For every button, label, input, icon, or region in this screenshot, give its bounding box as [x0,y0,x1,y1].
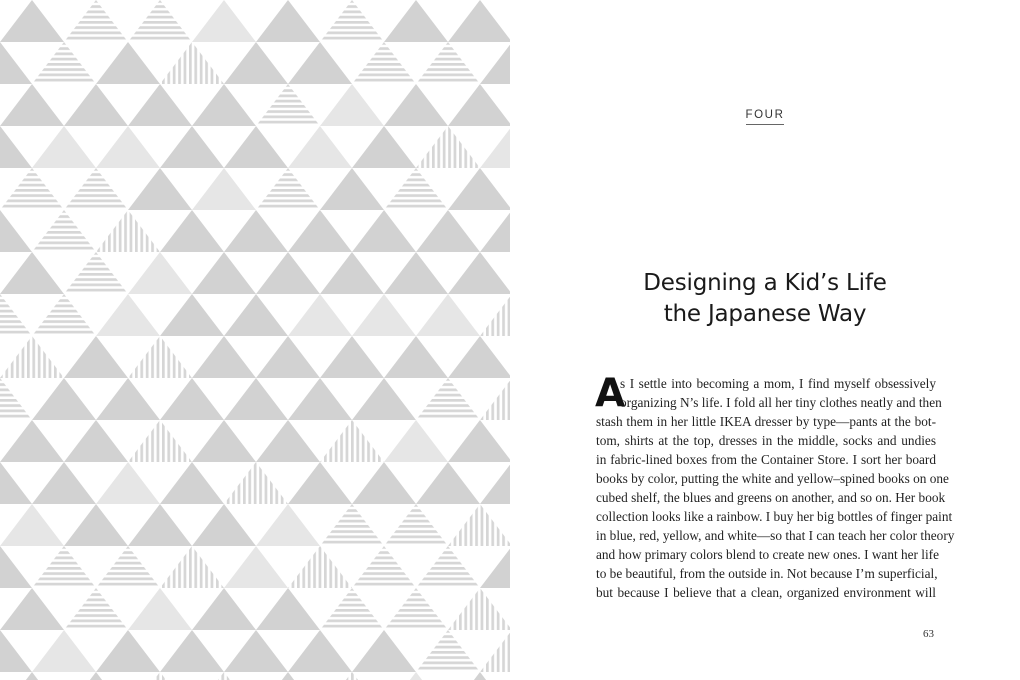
pattern-triangle [192,84,256,126]
pattern-triangle [320,336,384,378]
pattern-triangle [160,630,224,672]
body-line: books by color, putting the white and yellow–spined books on one [596,471,949,486]
pattern-triangle [0,336,64,378]
pattern-triangle [224,294,288,336]
pattern-triangle [32,462,96,504]
pattern-triangle [128,84,192,126]
pattern-triangle [256,336,320,378]
chapter-title-line-2: the Japanese Way [663,301,867,327]
pattern-triangle [192,336,256,378]
body-text [595,371,955,602]
body-line: but because I believe that a clean, organized environment will [596,585,936,600]
body-line: collection looks like a rainbow. I buy her big bottles of finger paint [596,509,953,524]
pattern-triangle [0,126,32,168]
pattern-triangle [128,588,192,630]
pattern-triangle [320,84,384,126]
pattern-triangle [320,168,384,210]
pattern-triangle [64,84,128,126]
chapter-title-line-1: Designing a Kid’s Life [643,270,887,296]
pattern-triangle [480,294,510,336]
pattern-triangle [416,210,480,252]
pattern-triangle [192,252,256,294]
body-line: stash them in her little IKEA dresser by type—pants at the bot- [596,414,936,429]
pattern-triangle [384,420,448,462]
pattern-triangle [288,126,352,168]
pattern-triangle [480,210,510,252]
pattern-triangle [224,210,288,252]
pattern-triangle [352,42,416,84]
pattern-triangle [96,378,160,420]
chapter-number: FOUR [746,109,785,125]
pattern-triangle [320,588,384,630]
pattern-triangle [256,252,320,294]
pattern-triangle [480,546,510,588]
pattern-triangle [192,420,256,462]
pattern-triangle [64,504,128,546]
pattern-triangle [96,210,160,252]
pattern-triangle [224,546,288,588]
pattern-triangle [480,462,510,504]
body-line: s I settle into becoming a mom, I find myself obsessively [620,376,936,391]
pattern-triangle [416,126,480,168]
pattern-triangle [448,336,510,378]
pattern-triangle [192,504,256,546]
pattern-triangle [32,630,96,672]
chapter-label [510,109,1020,125]
pattern-triangle [480,42,510,84]
pattern-triangle [192,588,256,630]
pattern-triangle [448,672,510,680]
pattern-triangle [128,168,192,210]
pattern-triangle [160,210,224,252]
body-line: and how primary colors blend to create new ones. I want her life [596,547,940,562]
pattern-triangle [224,630,288,672]
chapter-opening-page [510,0,1020,680]
pattern-triangle [96,462,160,504]
pattern-triangle [256,504,320,546]
pattern-triangle [256,168,320,210]
pattern-triangle [352,546,416,588]
pattern-triangle [192,672,256,680]
pattern-triangle [352,630,416,672]
pattern-triangle [0,42,32,84]
pattern-triangle [384,252,448,294]
pattern-triangle [0,546,32,588]
pattern-triangle [160,378,224,420]
pattern-triangle [480,378,510,420]
pattern-triangle [160,462,224,504]
pattern-triangle [0,588,64,630]
pattern-triangle [416,546,480,588]
pattern-triangle [256,0,320,42]
body-line: in blue, red, yellow, and white—so that I can teach her color theory [596,528,955,543]
body-line: tom, shirts at the top, dresses in the middle, socks and undies [596,433,936,448]
pattern-triangle [352,294,416,336]
pattern-triangle [128,672,192,680]
pattern-triangle [384,504,448,546]
pattern-triangle [128,504,192,546]
pattern-triangle [416,462,480,504]
pattern-triangle [224,462,288,504]
pattern-triangle [32,546,96,588]
pattern-triangle [64,420,128,462]
pattern-triangle [0,84,64,126]
pattern-triangle [96,546,160,588]
pattern-triangle [288,42,352,84]
pattern-triangle [320,252,384,294]
pattern-triangle [288,294,352,336]
pattern-triangle [256,672,320,680]
pattern-triangle [0,294,32,336]
pattern-triangle [288,630,352,672]
pattern-triangle [256,588,320,630]
pattern-triangle [64,168,128,210]
pattern-triangle [64,672,128,680]
pattern-triangle [0,168,64,210]
pattern-triangle [384,588,448,630]
pattern-triangle [32,378,96,420]
pattern-triangle [384,168,448,210]
pattern-triangle [160,42,224,84]
pattern-triangle [224,42,288,84]
pattern-triangle [352,378,416,420]
pattern-triangle [128,0,192,42]
pattern-triangle [96,42,160,84]
pattern-triangle [288,462,352,504]
pattern-triangle [352,462,416,504]
pattern-triangle [0,0,64,42]
body-line: in fabric-lined boxes from the Container Store. I sort her board [596,452,936,467]
pattern-triangle [320,504,384,546]
pattern-triangle [384,336,448,378]
pattern-triangle [32,294,96,336]
pattern-triangle [160,126,224,168]
pattern-triangle [288,210,352,252]
pattern-triangle [160,546,224,588]
pattern-triangle [384,672,448,680]
pattern-triangle [224,378,288,420]
pattern-triangle [416,42,480,84]
chapter-title [510,268,1020,330]
pattern-triangle [192,168,256,210]
pattern-triangle [320,0,384,42]
pattern-triangle [32,126,96,168]
pattern-triangle [320,420,384,462]
pattern-triangle [448,420,510,462]
pattern-triangle [96,126,160,168]
pattern-triangle [256,84,320,126]
page-number: 63 [923,628,934,640]
pattern-triangle [192,0,256,42]
body-line: cubed shelf, the blues and greens on another, and so on. Her book [596,490,946,505]
drop-cap: A [595,371,626,416]
pattern-triangle [0,252,64,294]
pattern-triangle [0,420,64,462]
pattern-triangle [32,42,96,84]
pattern-triangle [480,630,510,672]
pattern-triangle [352,126,416,168]
pattern-triangle [64,252,128,294]
pattern-triangle [448,252,510,294]
pattern-triangle [0,462,32,504]
pattern-triangle [256,420,320,462]
pattern-triangle [64,588,128,630]
pattern-triangle [0,630,32,672]
pattern-triangle [416,378,480,420]
pattern-triangle [384,84,448,126]
pattern-triangle [448,84,510,126]
pattern-triangle [160,294,224,336]
pattern-triangle [0,378,32,420]
pattern-triangle [96,630,160,672]
pattern-triangle [288,546,352,588]
pattern-triangle [64,0,128,42]
pattern-triangle [32,210,96,252]
pattern-triangle [0,504,64,546]
pattern-triangle [320,672,384,680]
pattern-triangle [448,504,510,546]
pattern-triangle [416,630,480,672]
body-line: organizing N’s life. I fold all her tiny clothes neatly and then [620,395,942,410]
pattern-triangle [128,336,192,378]
pattern-triangle [448,168,510,210]
pattern-triangle [448,588,510,630]
pattern-triangle [224,126,288,168]
pattern-triangle [128,252,192,294]
pattern-triangle [0,210,32,252]
pattern-triangle [96,294,160,336]
pattern-triangle [416,294,480,336]
body-line: to be beautiful, from the outside in. Not because I’m superficial, [596,566,938,581]
pattern-triangle [288,378,352,420]
pattern-triangle [352,210,416,252]
pattern-triangle [480,126,510,168]
pattern-triangle [128,420,192,462]
pattern-triangle [448,0,510,42]
pattern-triangle [0,672,64,680]
pattern-triangle [384,0,448,42]
pattern-triangle [64,336,128,378]
